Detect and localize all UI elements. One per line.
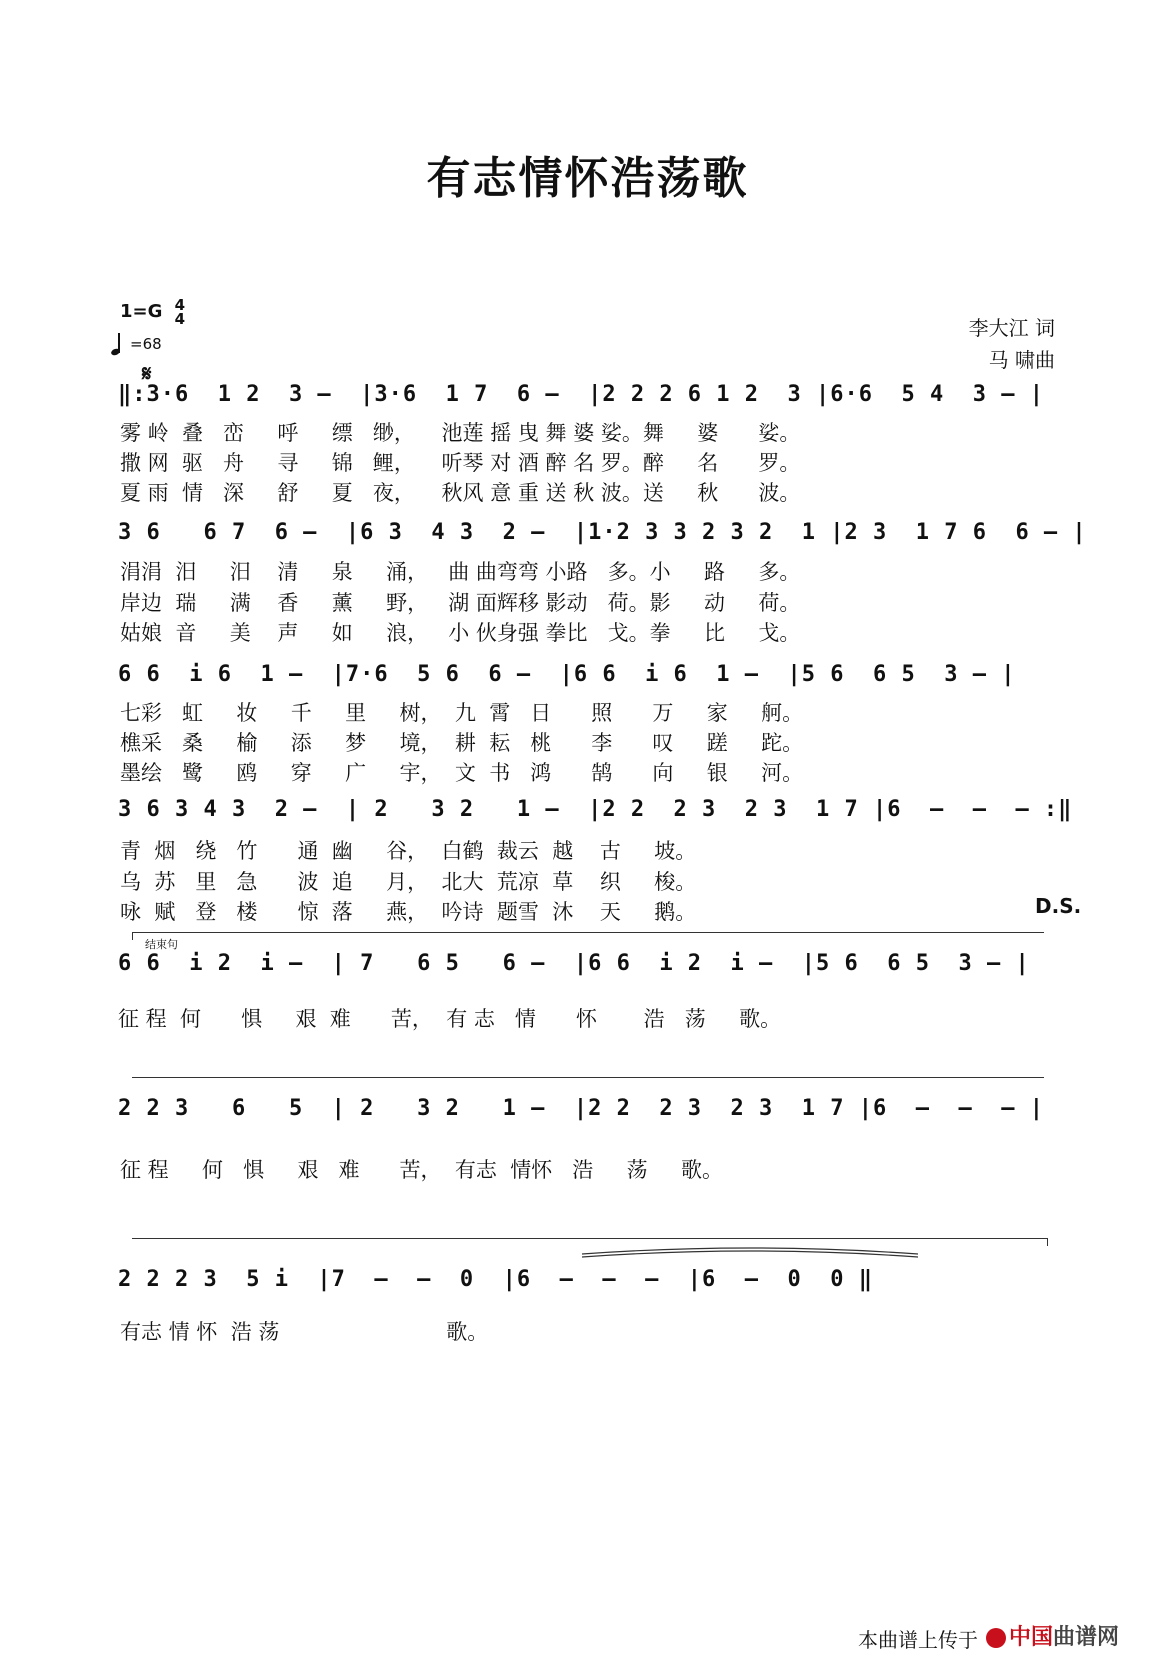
lyric-line-4-2: 乌 苏 里 急 波 追 月， 北大 荒凉 草 织 梭。 bbox=[120, 870, 697, 894]
notation-line-6: 2 2 3 6 5 | 2 3 2 1 – |2 2 2 3 2 3 1 7 |6 – – – | bbox=[118, 1096, 1044, 1121]
lyric-line-4-1: 青 烟 绕 竹 通 幽 谷， 白鹤 裁云 越 古 坡。 bbox=[120, 839, 697, 863]
site-logo[interactable] bbox=[986, 1620, 1119, 1651]
lyric-line-1-2: 撒 网 驱 舟 寻 锦 鲤， 听琴 对 酒 醉 名 罗。醉 名 罗。 bbox=[120, 451, 801, 475]
lyric-line-5-1: 征 程 何 惧 艰 难 苦， 有 志 情 怀 浩 荡 歌。 bbox=[118, 1007, 782, 1031]
tempo-marking bbox=[118, 333, 162, 353]
coda-bracket-tick bbox=[132, 932, 133, 940]
notation-line-1: ‖:3·6 1 2 3 – |3·6 1 7 6 – |2 2 2 6 1 2 3 |6·6 5 4 3 – | bbox=[118, 382, 1044, 407]
upload-text: 本曲谱上传于 bbox=[858, 1628, 978, 1652]
divider-line bbox=[132, 1077, 1044, 1078]
notation-line-3: 6 6 i 6 1 – |7·6 5 6 6 – |6 6 i 6 1 – |5 6 6 5 3 – | bbox=[118, 662, 1016, 687]
logo-icon bbox=[986, 1628, 1006, 1648]
ds-marking: D.S. bbox=[1035, 894, 1082, 918]
notation-line-5: 6 6 i 2 i – | 7 6 5 6 – |6 6 i 2 i – |5 6 6 5 3 – | bbox=[118, 951, 1030, 976]
lyric-line-2-3: 姑娘 音 美 声 如 浪， 小 伙身强 拳比 戈。拳 比 戈。 bbox=[120, 621, 801, 645]
lyric-line-4-3: 咏 赋 登 楼 惊 落 燕， 吟诗 题雪 沐 天 鹅。 bbox=[120, 900, 697, 924]
lyric-line-1-1: 雾 岭 叠 峦 呼 缥 缈， 池莲 摇 曳 舞 婆 娑。舞 婆 娑。 bbox=[120, 421, 801, 445]
logo-sub: 曲谱网 bbox=[1053, 1625, 1120, 1650]
composer-credit: 马 啸曲 bbox=[988, 348, 1055, 372]
coda-label: 结束句 bbox=[145, 938, 178, 951]
bracket-tick bbox=[1047, 1238, 1048, 1246]
lyricist-credit: 李大江 词 bbox=[968, 316, 1055, 340]
time-bottom: 4 bbox=[174, 310, 186, 328]
lyric-line-1-3: 夏 雨 情 深 舒 夏 夜， 秋风 意 重 送 秋 波。送 秋 波。 bbox=[120, 481, 801, 505]
notation-line-7: 2 2 2 3 5 i |7 – – 0 |6 – – – |6 – 0 0 ‖ bbox=[118, 1267, 873, 1292]
lyric-line-6-1: 征 程 何 惧 艰 难 苦， 有志 情怀 浩 荡 歌。 bbox=[120, 1158, 724, 1182]
segno-icon: 𝄋 bbox=[142, 362, 152, 387]
notation-line-4: 3 6 3 4 3 2 – | 2 3 2 1 – |2 2 2 3 2 3 1 7 |6 – – – :‖ bbox=[118, 797, 1073, 822]
key-label: 1=G bbox=[120, 301, 163, 322]
page-title: 有志情怀浩荡歌 bbox=[426, 153, 749, 204]
lyric-line-7-1: 有志 情 怀 浩 荡 歌。 bbox=[120, 1320, 489, 1344]
coda-bracket-line bbox=[132, 932, 1044, 933]
lyric-line-3-3: 墨绘 鹭 鸥 穿 广 宇， 文 书 鸿 鹄 向 银 河。 bbox=[120, 761, 804, 785]
lyric-line-3-1: 七彩 虹 妆 千 里 树， 九 霄 日 照 万 家 舸。 bbox=[120, 701, 804, 725]
notation-line-2: 3 6 6 7 6 – |6 3 4 3 2 – |1·2 3 3 2 3 2 1 |2 3 1 7 6 6 – | bbox=[118, 520, 1087, 545]
quarter-note-icon bbox=[118, 333, 126, 353]
tie-arc bbox=[580, 1245, 920, 1259]
key-signature bbox=[120, 298, 185, 326]
time-signature bbox=[175, 298, 185, 326]
divider-line-2 bbox=[132, 1238, 1048, 1239]
time-top: 4 bbox=[174, 296, 186, 314]
tempo-value: =68 bbox=[130, 335, 162, 353]
lyric-line-2-1: 涓涓 汨 汨 清 泉 涌， 曲 曲弯弯 小路 多。小 路 多。 bbox=[120, 560, 801, 584]
logo-main: 中国 bbox=[1009, 1625, 1054, 1650]
lyric-line-2-2: 岸边 瑞 满 香 薰 野， 湖 面辉移 影动 荷。影 动 荷。 bbox=[120, 591, 801, 615]
lyric-line-3-2: 樵采 桑 榆 添 梦 境， 耕 耘 桃 李 叹 蹉 跎。 bbox=[120, 731, 804, 755]
